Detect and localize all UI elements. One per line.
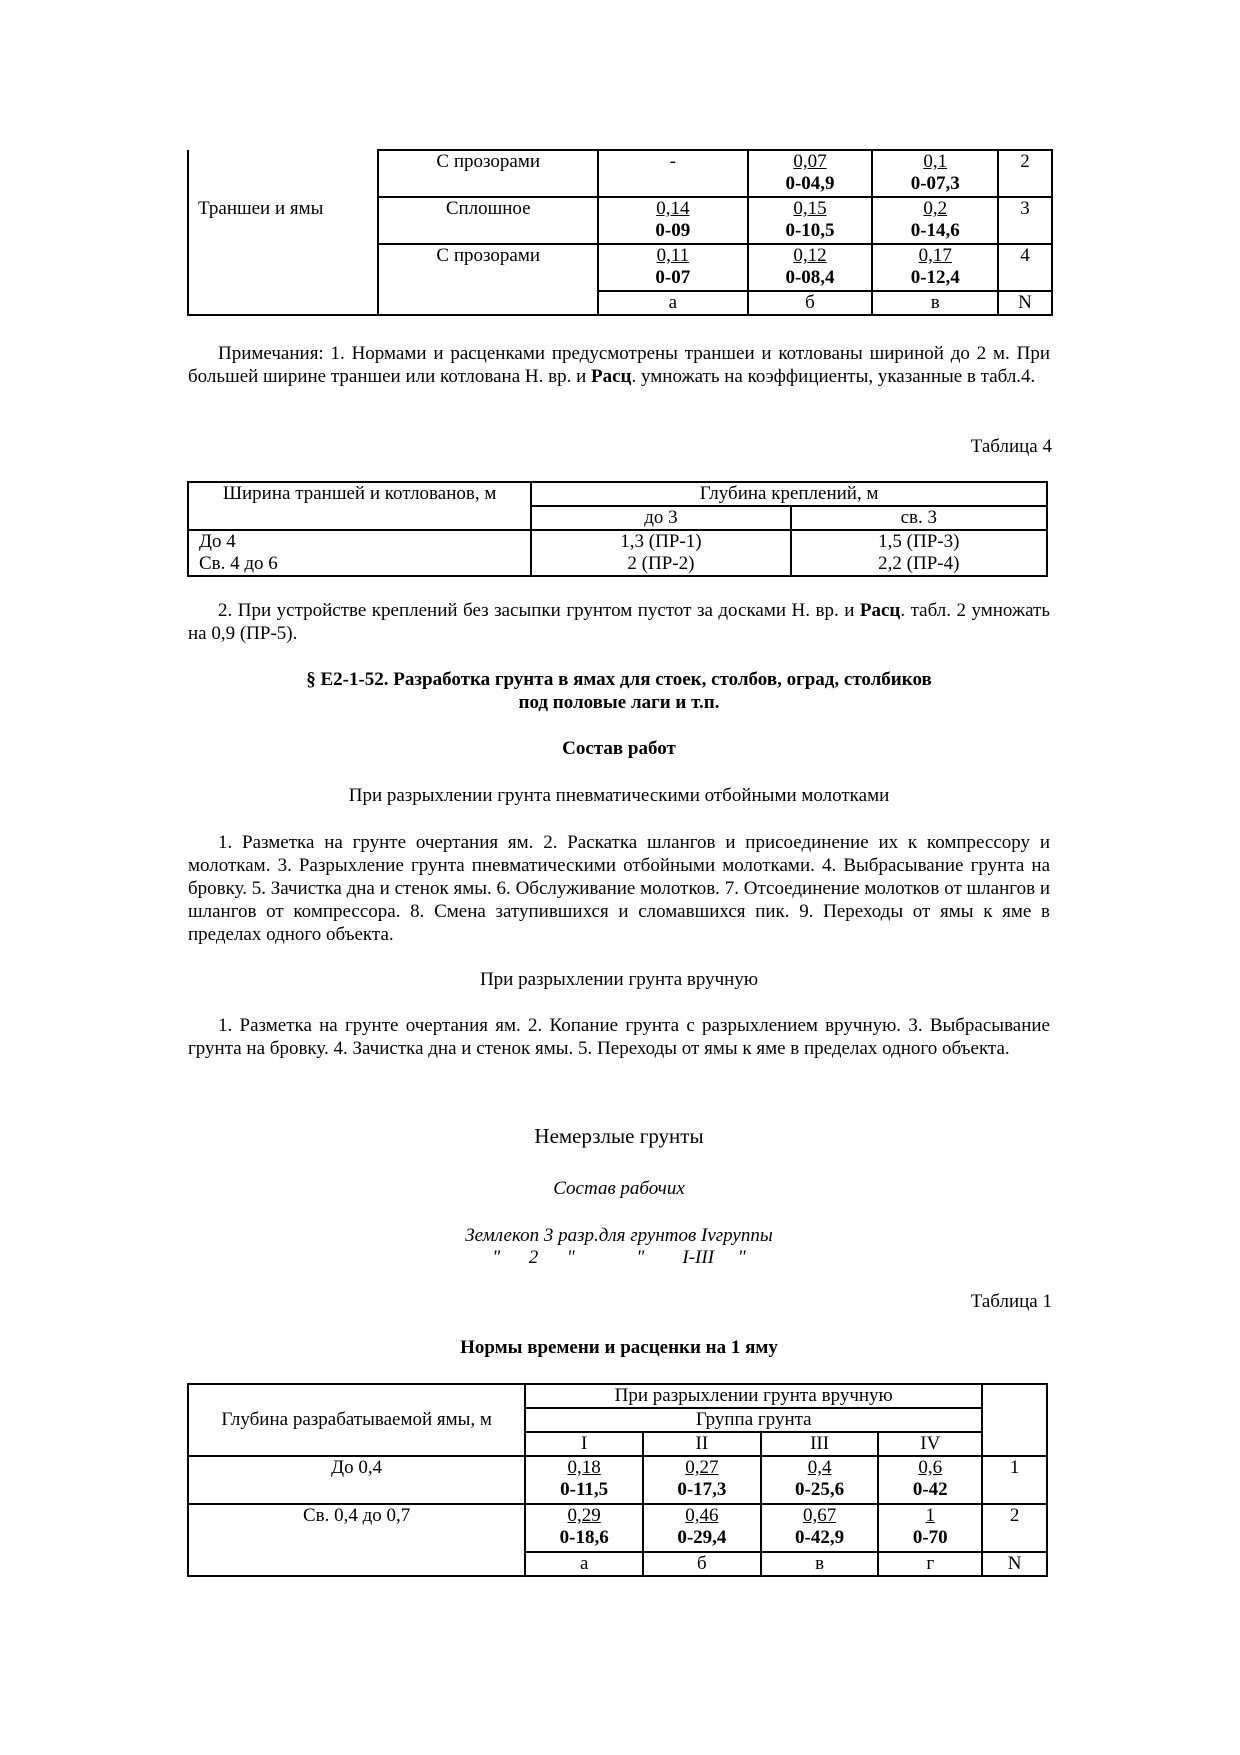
norm-price: 0-17,3	[677, 1479, 727, 1500]
column-letter: а	[525, 1552, 643, 1576]
table-row	[188, 1456, 1047, 1504]
section-title	[188, 668, 1050, 714]
norm-time: 0,1	[923, 151, 948, 172]
column-letter: N	[982, 1552, 1047, 1576]
table-cell	[643, 1456, 761, 1504]
row-label: Св. 4 до 6	[199, 553, 278, 574]
column-letter: в	[761, 1552, 879, 1576]
table-cell	[531, 530, 790, 576]
note-text: 2. При устройстве креплений без засыпки грунтом пустот за досками Н. вр. и	[218, 600, 860, 621]
section-title-line: под половые лаги и т.п.	[518, 692, 720, 713]
row-number: 4	[998, 244, 1052, 291]
group-label: IV	[878, 1432, 982, 1456]
table-row	[188, 482, 1047, 506]
table-cell	[791, 530, 1047, 576]
table1-header-col1: Глубина разрабатываемой ямы, м	[188, 1384, 525, 1456]
table-cell	[525, 1456, 643, 1504]
column-letter: г	[878, 1552, 982, 1576]
note-text: . умножать на коэффициенты, указанные в табл.4.	[631, 366, 1036, 387]
column-letter: б	[643, 1552, 761, 1576]
norm-price: 0-70	[912, 1527, 948, 1548]
table-row	[188, 1384, 1047, 1408]
table-cell	[872, 244, 998, 291]
work-type-cell: С прозорами	[378, 150, 598, 197]
norm-price: 0-18,6	[559, 1527, 609, 1548]
norm-price: 0-11,5	[560, 1479, 609, 1500]
table4-header-group: Глубина креплений, м	[531, 482, 1047, 506]
table-4	[187, 481, 1048, 577]
row-label: До 4	[199, 531, 236, 552]
table-cell	[188, 150, 378, 291]
row-label: Св. 0,4 до 0,7	[188, 1504, 525, 1576]
norm-time: 0,4	[807, 1457, 832, 1478]
table-cell	[748, 150, 873, 197]
table-footer-row	[188, 291, 1052, 315]
table-cell	[748, 244, 873, 291]
table-cell	[598, 150, 748, 197]
group-label: II	[643, 1432, 761, 1456]
norm-time: 0,14	[656, 198, 690, 219]
pneumatic-text: 1. Разметка на грунте очертания ям. 2. Раскатка шлангов и присоединение их к компрессору и молоткам. 3. Разрыхление грунта пневматическими отбойными молотками. 4. Выбрасывание грунта на бровку. 5. Зачистка дна и стенок ямы. 6. Обслуживание молотков. 7. Отсоединение молотков от шлангов и шлангов от компрессора. 8. Смена затупившихся и сломавшихся пик. 9. Переходы от ямы к яме в пределах одного объекта.	[188, 832, 1050, 945]
row-label: До 0,4	[188, 1456, 525, 1504]
norm-price: 0-25,6	[795, 1479, 845, 1500]
table1-header-group: При разрыхлении грунта вручную	[525, 1384, 982, 1408]
norm-price: 0-07	[655, 267, 691, 288]
norm-time: 0,15	[793, 198, 827, 219]
table-row	[188, 1504, 1047, 1552]
trenches-label: Траншеи и ямы	[198, 198, 324, 219]
norm-price: 0-42,9	[795, 1527, 845, 1548]
note-2	[188, 599, 1050, 645]
norm-price: 0-12,4	[910, 267, 960, 288]
norm-time: 0,46	[685, 1505, 719, 1526]
norm-time: 0,18	[567, 1457, 601, 1478]
norm-time: 1	[925, 1505, 936, 1526]
table-cell	[525, 1504, 643, 1552]
composition-title: Состав работ	[562, 738, 676, 759]
table4-header-col1: Ширина траншей и котлованов, м	[188, 482, 531, 530]
manual-title: При разрыхлении грунта вручную	[479, 969, 759, 990]
norm-price: 0-14,6	[910, 220, 960, 241]
cell-value: 2 (ПР-2)	[627, 553, 695, 574]
top-norms-table	[187, 149, 1053, 316]
table-cell	[598, 197, 748, 244]
norm-time: 0,6	[918, 1457, 943, 1478]
norm-price: 0-09	[655, 220, 691, 241]
note-bold: Расц	[591, 366, 632, 387]
column-letter: N	[998, 291, 1052, 315]
table-cell	[982, 1384, 1047, 1456]
row-number: 2	[982, 1504, 1047, 1552]
row-number: 1	[982, 1456, 1047, 1504]
table4-sub: св. 3	[791, 506, 1047, 530]
pneumatic-title: При разрыхлении грунта пневматическими отбойными молотками	[348, 785, 890, 806]
note-text: Примечания: 1. Нормами и расценками предусмотрены траншеи и котлованы шириной до 2 м. При большей ширине траншеи или котлована Н. вр. и	[188, 343, 1050, 387]
table-1	[187, 1383, 1048, 1577]
norm-time: 0,12	[793, 245, 827, 266]
norm-time: 0,2	[923, 198, 948, 219]
norm-value: -	[669, 151, 676, 172]
row-number: 3	[998, 197, 1052, 244]
row-number: 2	[998, 150, 1052, 197]
norm-time: 0,17	[918, 245, 952, 266]
norm-price: 0-29,4	[677, 1527, 727, 1548]
norm-price: 0-07,3	[910, 173, 960, 194]
norm-time: 0,11	[656, 245, 690, 266]
norm-price: 0-42	[912, 1479, 948, 1500]
table-cell	[643, 1504, 761, 1552]
column-letter: в	[872, 291, 998, 315]
note-1	[188, 342, 1050, 388]
table1-label: Таблица 1	[970, 1291, 1052, 1312]
table4-label: Таблица 4	[970, 436, 1052, 457]
cell-value: 2,2 (ПР-4)	[878, 553, 960, 574]
norm-price: 0-04,9	[785, 173, 835, 194]
table1-title: Нормы времени и расценки на 1 яму	[460, 1337, 778, 1358]
group-label: I	[525, 1432, 643, 1456]
table-cell	[188, 291, 378, 315]
norm-price: 0-08,4	[785, 267, 835, 288]
column-letter: а	[598, 291, 748, 315]
cell-value: 1,5 (ПР-3)	[878, 531, 960, 552]
section-title-line: § Е2-1-52. Разработка грунта в ямах для стоек, столбов, оград, столбиков	[306, 669, 932, 690]
work-type-cell: С прозорами	[378, 244, 598, 315]
norm-time: 0,07	[793, 151, 827, 172]
work-type-cell: Сплошное	[378, 197, 598, 244]
manual-text: 1. Разметка на грунте очертания ям. 2. Копание грунта с разрыхлением вручную. 3. Выбрасывание грунта на бровку. 4. Зачистка дна и стенок ямы. 5. Переходы от ямы к яме в пределах одного объекта.	[188, 1015, 1050, 1059]
norm-time: 0,29	[567, 1505, 601, 1526]
table-cell	[598, 244, 748, 291]
workers-line-1: Землекоп 3 разр.для грунтов Ivгруппы	[465, 1225, 773, 1246]
workers-line-2: " 2 " " I-III "	[492, 1247, 746, 1268]
table-cell	[761, 1504, 879, 1552]
cell-value: 1,3 (ПР-1)	[620, 531, 702, 552]
norm-time: 0,67	[802, 1505, 837, 1526]
table-cell	[878, 1456, 982, 1504]
table-cell	[872, 197, 998, 244]
nonfrozen-title: Немерзлые грунты	[534, 1124, 704, 1148]
table-cell	[188, 530, 531, 576]
workers-title: Состав рабочих	[553, 1178, 685, 1199]
table-cell	[761, 1456, 879, 1504]
column-letter: б	[748, 291, 873, 315]
norm-price: 0-10,5	[785, 220, 835, 241]
group-label: III	[761, 1432, 879, 1456]
note-bold: Расц	[859, 600, 901, 621]
norm-time: 0,27	[685, 1457, 719, 1478]
table-cell	[872, 150, 998, 197]
table-row	[188, 530, 1047, 576]
table-cell	[878, 1504, 982, 1552]
table1-header-sub: Группа грунта	[525, 1408, 982, 1432]
note-text: . табл. 2 умножать на 0,9 (ПР-5).	[188, 600, 1050, 644]
table-row	[188, 150, 1052, 197]
table-cell	[748, 197, 873, 244]
table4-sub: до 3	[531, 506, 790, 530]
